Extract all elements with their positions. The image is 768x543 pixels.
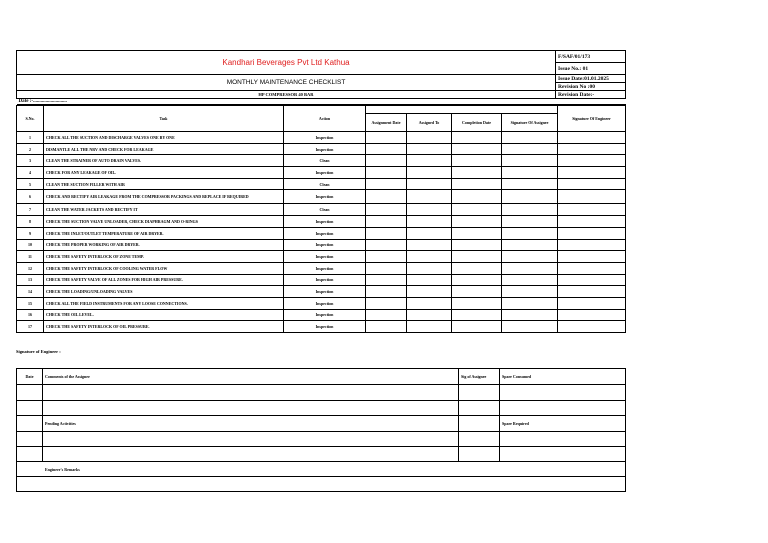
row-assignment-date bbox=[366, 143, 407, 155]
company-name: Kandhari Beverages Pvt Ltd Kathua bbox=[17, 51, 556, 75]
row-task: CLEAN THE SUCTION FILLER WITH AIR bbox=[44, 178, 284, 190]
row-completion-date bbox=[452, 227, 502, 239]
row-assigned-to bbox=[407, 309, 452, 321]
row-number: 5 bbox=[17, 178, 44, 190]
row-completion-date bbox=[452, 132, 502, 144]
date-field: Date :-........................... bbox=[17, 99, 626, 105]
header-table bbox=[16, 50, 626, 105]
row-sig-assignee bbox=[502, 132, 558, 144]
row-assigned-to bbox=[407, 178, 452, 190]
row-sig-assignee bbox=[502, 239, 558, 251]
task-table bbox=[16, 105, 626, 333]
table-row bbox=[17, 286, 626, 298]
table-row bbox=[17, 132, 626, 144]
row-assigned-to bbox=[407, 167, 452, 179]
row-completion-date bbox=[452, 309, 502, 321]
row-sig-engineer bbox=[558, 262, 626, 274]
col-sig-assignee: Signature Of Assignee bbox=[502, 114, 558, 132]
row-assigned-to bbox=[407, 286, 452, 298]
comments-date-label: Date bbox=[17, 369, 43, 385]
row-sig-engineer bbox=[558, 204, 626, 216]
row-task: CHECK THE INLET/OUTLET TEMPERATURE OF AIR DRYER. bbox=[44, 227, 284, 239]
row-completion-date bbox=[452, 297, 502, 309]
col-assignment-date: Assignment Date bbox=[366, 114, 407, 132]
row-task: CHECK THE SAFETY INTERLOCK OF COOLING WATER FLOW bbox=[44, 262, 284, 274]
row-assignment-date bbox=[366, 251, 407, 263]
row-sig-assignee bbox=[502, 251, 558, 263]
row-sig-assignee bbox=[502, 262, 558, 274]
table-row bbox=[17, 143, 626, 155]
row-number: 4 bbox=[17, 167, 44, 179]
row-action: Inspection bbox=[284, 321, 366, 333]
row-number: 1 bbox=[17, 132, 44, 144]
row-assignment-date bbox=[366, 321, 407, 333]
row-task: CHECK THE SAFETY INTERLOCK OF ZONE TEMP. bbox=[44, 251, 284, 263]
row-task: CHECK THE OIL LEVEL. bbox=[44, 309, 284, 321]
row-sig-assignee bbox=[502, 167, 558, 179]
comments-section bbox=[16, 368, 625, 492]
row-sig-engineer bbox=[558, 190, 626, 204]
engineer-remarks-field bbox=[17, 477, 626, 492]
row-assignment-date bbox=[366, 216, 407, 228]
row-assignment-date bbox=[366, 286, 407, 298]
row-sig-engineer bbox=[558, 227, 626, 239]
row-sig-assignee bbox=[502, 297, 558, 309]
row-action: Inspection bbox=[284, 143, 366, 155]
row-completion-date bbox=[452, 274, 502, 286]
row-task: CHECK THE SAFETY VALVE OF ALL ZONES FOR HIGH AIR PRESSURE. bbox=[44, 274, 284, 286]
row-sig-engineer bbox=[558, 155, 626, 167]
row-number: 12 bbox=[17, 262, 44, 274]
table-row bbox=[17, 216, 626, 228]
row-assignment-date bbox=[366, 309, 407, 321]
equipment-subtitle: HP COMPRESSOR 40 BAR bbox=[17, 91, 556, 99]
table-row bbox=[17, 321, 626, 333]
row-action: Inspection bbox=[284, 274, 366, 286]
comments-label: Comments of the Assignee bbox=[43, 369, 459, 385]
row-sig-assignee bbox=[502, 178, 558, 190]
row-assigned-to bbox=[407, 262, 452, 274]
row-assigned-to bbox=[407, 227, 452, 239]
table-row bbox=[17, 262, 626, 274]
row-number: 3 bbox=[17, 155, 44, 167]
row-assigned-to bbox=[407, 274, 452, 286]
row-sig-engineer bbox=[558, 239, 626, 251]
row-assignment-date bbox=[366, 178, 407, 190]
table-row bbox=[17, 178, 626, 190]
row-assigned-to bbox=[407, 204, 452, 216]
row-sig-assignee bbox=[502, 143, 558, 155]
row-number: 10 bbox=[17, 239, 44, 251]
row-number: 2 bbox=[17, 143, 44, 155]
pending-activities-label: Pending Activities bbox=[43, 416, 459, 432]
row-sig-engineer bbox=[558, 251, 626, 263]
row-completion-date bbox=[452, 216, 502, 228]
row-number: 17 bbox=[17, 321, 44, 333]
row-sig-engineer bbox=[558, 132, 626, 144]
row-task: CHECK FOR ANY LEAKAGE OF OIL. bbox=[44, 167, 284, 179]
col-sig-engineer: Signature Of Engineer bbox=[558, 106, 626, 132]
row-action: Inspection bbox=[284, 216, 366, 228]
row-task: CHECK THE SAFETY INTERLOCK OF OIL PRESSURE. bbox=[44, 321, 284, 333]
row-sig-assignee bbox=[502, 227, 558, 239]
row-completion-date bbox=[452, 286, 502, 298]
col-completion-date: Completion Date bbox=[452, 114, 502, 132]
checklist-sheet bbox=[16, 50, 625, 333]
row-assignment-date bbox=[366, 239, 407, 251]
row-completion-date bbox=[452, 167, 502, 179]
row-task: CLEAN THE STRAINER OF AUTO DRAIN VALVES. bbox=[44, 155, 284, 167]
row-completion-date bbox=[452, 262, 502, 274]
row-completion-date bbox=[452, 143, 502, 155]
row-completion-date bbox=[452, 155, 502, 167]
row-sig-engineer bbox=[558, 274, 626, 286]
col-sno: S.No. bbox=[17, 106, 44, 132]
row-sig-assignee bbox=[502, 155, 558, 167]
table-row bbox=[17, 155, 626, 167]
row-action: Inspection bbox=[284, 262, 366, 274]
row-assigned-to bbox=[407, 155, 452, 167]
table-row bbox=[17, 297, 626, 309]
col-group-blank bbox=[366, 106, 558, 114]
row-assigned-to bbox=[407, 132, 452, 144]
row-action: Inspection bbox=[284, 297, 366, 309]
row-assignment-date bbox=[366, 190, 407, 204]
row-assignment-date bbox=[366, 262, 407, 274]
row-number: 16 bbox=[17, 309, 44, 321]
row-assignment-date bbox=[366, 167, 407, 179]
revision-number: Revision No :00 bbox=[556, 83, 626, 91]
row-task: CHECK ALL THE FIELD INSTRUMENTS FOR ANY LOOSE CONNECTIONS. bbox=[44, 297, 284, 309]
row-assignment-date bbox=[366, 204, 407, 216]
row-assigned-to bbox=[407, 297, 452, 309]
row-task: DISMANTLE ALL THE NRV AND CHECK FOR LEAKAGE bbox=[44, 143, 284, 155]
row-assignment-date bbox=[366, 274, 407, 286]
table-row bbox=[17, 167, 626, 179]
row-sig-engineer bbox=[558, 143, 626, 155]
row-number: 6 bbox=[17, 190, 44, 204]
row-action: Inspection bbox=[284, 239, 366, 251]
row-assignment-date bbox=[366, 227, 407, 239]
row-sig-assignee bbox=[502, 309, 558, 321]
row-completion-date bbox=[452, 239, 502, 251]
row-sig-assignee bbox=[502, 190, 558, 204]
row-number: 13 bbox=[17, 274, 44, 286]
row-sig-engineer bbox=[558, 178, 626, 190]
doc-number: F/SAF/01/173 bbox=[556, 51, 626, 63]
table-row bbox=[17, 190, 626, 204]
table-row bbox=[17, 274, 626, 286]
row-assigned-to bbox=[407, 321, 452, 333]
sig-assignee-label: Sig of Assignee bbox=[459, 369, 500, 385]
engineer-remarks-label: Engineer's Remarks bbox=[17, 462, 626, 477]
row-action: Clean bbox=[284, 155, 366, 167]
row-assigned-to bbox=[407, 239, 452, 251]
row-task: CLEAN THE WATER JACKETS AND RECTIFY IT bbox=[44, 204, 284, 216]
row-completion-date bbox=[452, 178, 502, 190]
row-number: 11 bbox=[17, 251, 44, 263]
row-completion-date bbox=[452, 190, 502, 204]
row-task: CHECK THE PROPER WORKING OF AIR DRYER. bbox=[44, 239, 284, 251]
row-action: Inspection bbox=[284, 132, 366, 144]
row-action: Inspection bbox=[284, 309, 366, 321]
row-task: CHECK ALL THE SUCTION AND DISCHARGE VALVES ONE BY ONE bbox=[44, 132, 284, 144]
col-task: Task bbox=[44, 106, 284, 132]
row-action: Clean bbox=[284, 178, 366, 190]
col-action: Action bbox=[284, 106, 366, 132]
table-row bbox=[17, 239, 626, 251]
row-assigned-to bbox=[407, 143, 452, 155]
row-task: CHECK THE LOADING/UNLOADING VALVES bbox=[44, 286, 284, 298]
row-sig-engineer bbox=[558, 309, 626, 321]
row-action: Inspection bbox=[284, 227, 366, 239]
signature-engineer-label: Signature of Engineer : bbox=[16, 349, 61, 354]
row-number: 8 bbox=[17, 216, 44, 228]
table-row bbox=[17, 204, 626, 216]
row-assignment-date bbox=[366, 155, 407, 167]
row-number: 14 bbox=[17, 286, 44, 298]
row-sig-assignee bbox=[502, 274, 558, 286]
page-title: MONTHLY MAINTENANCE CHECKLIST bbox=[17, 75, 556, 91]
table-row bbox=[17, 227, 626, 239]
row-action: Inspection bbox=[284, 286, 366, 298]
row-assignment-date bbox=[366, 132, 407, 144]
row-assigned-to bbox=[407, 190, 452, 204]
revision-date: Revision Date:- bbox=[556, 91, 626, 99]
issue-date: Issue Date:01.01.2025 bbox=[556, 75, 626, 83]
row-assignment-date bbox=[366, 297, 407, 309]
row-sig-engineer bbox=[558, 321, 626, 333]
row-action: Inspection bbox=[284, 251, 366, 263]
issue-number: Issue No.: 01 bbox=[556, 63, 626, 75]
row-sig-assignee bbox=[502, 321, 558, 333]
row-completion-date bbox=[452, 204, 502, 216]
row-number: 15 bbox=[17, 297, 44, 309]
row-sig-assignee bbox=[502, 216, 558, 228]
spare-consumed-label: Spare Consumed bbox=[500, 369, 626, 385]
row-action: Inspection bbox=[284, 190, 366, 204]
row-task: CHECK AND RECTIFY AIR LEAKAGE FROM THE COMPRESSOR PACKINGS AND REPLACE IF REQUIRED bbox=[44, 190, 284, 204]
spare-required-label: Spare Required bbox=[500, 416, 626, 432]
row-action: Clean bbox=[284, 204, 366, 216]
table-row bbox=[17, 309, 626, 321]
row-sig-engineer bbox=[558, 286, 626, 298]
table-row bbox=[17, 251, 626, 263]
row-action: Inspection bbox=[284, 167, 366, 179]
row-sig-assignee bbox=[502, 286, 558, 298]
col-assigned-to: Assigned To bbox=[407, 114, 452, 132]
row-sig-assignee bbox=[502, 204, 558, 216]
row-task: CHECK THE SUCTION VALVE UNLOADER, CHECK DIAPHRAGM AND O-RINGS bbox=[44, 216, 284, 228]
row-completion-date bbox=[452, 321, 502, 333]
row-sig-engineer bbox=[558, 216, 626, 228]
row-completion-date bbox=[452, 251, 502, 263]
row-number: 7 bbox=[17, 204, 44, 216]
row-number: 9 bbox=[17, 227, 44, 239]
row-assigned-to bbox=[407, 251, 452, 263]
row-sig-engineer bbox=[558, 167, 626, 179]
row-sig-engineer bbox=[558, 297, 626, 309]
row-assigned-to bbox=[407, 216, 452, 228]
